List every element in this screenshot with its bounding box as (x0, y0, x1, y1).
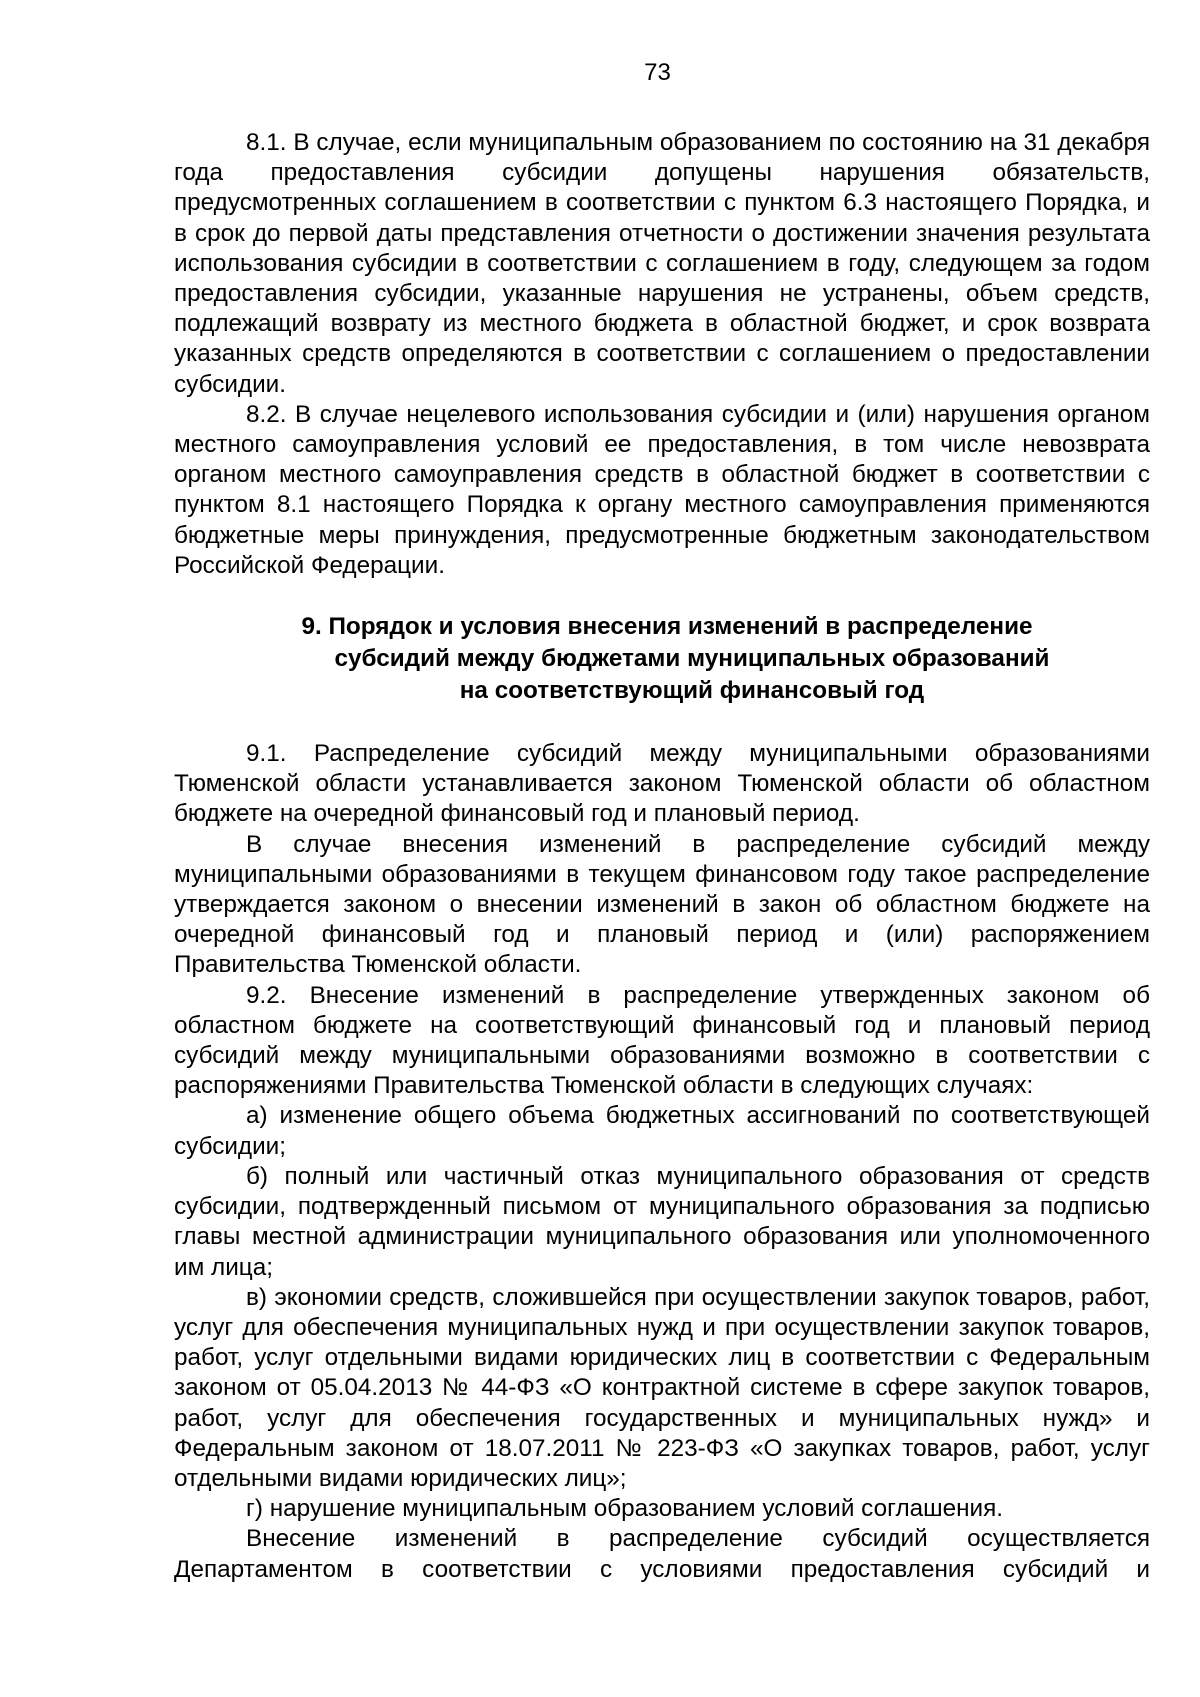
list-item-b: б) полный или частичный отказ муниципального образования от средств субсидии, подтвержденный письмом от муниципального образования за подписью главы местной администрации муниципального образования или уполномоченного им лица; (174, 1162, 1150, 1281)
section-9-heading-line-1: 9. Порядок и условия внесения изменений в распределение (301, 613, 1033, 641)
paragraph-9-1: 9.1. Распределение субсидий между муниципальными образованиями Тюменской области устанавливается законом Тюменской области об областном бюджете на очередной финансовый год и плановый период. (174, 740, 1150, 828)
document-body (174, 128, 1150, 1585)
paragraph-9-2: 9.2. Внесение изменений в распределение утвержденных законом об областном бюджете на соответствующий финансовый год и плановый период субсидий между муниципальными образованиями возможно в соответствии с распоряжениями Правительства Тюменской области в следующих случаях: (174, 981, 1150, 1100)
section-9-heading-line-3: на соответствующий финансовый год (459, 677, 925, 705)
section-9-heading-line-2: субсидий между бюджетами муниципальных образований (334, 645, 1050, 673)
list-item-g: г) нарушение муниципальным образованием условий соглашения. (246, 1495, 1004, 1523)
list-item-v: в) экономии средств, сложившейся при осуществлении закупок товаров, работ, услуг для обеспечения муниципальных нужд и при осуществлении закупок товаров, работ, услуг отдельными видами юридических лиц в соответствии с Федеральным законом от 05.04.2013 № 44-ФЗ «О контрактной системе в сфере закупок товаров, работ, услуг для обеспечения государственных и муниципальных нужд» и Федеральным законом от 18.07.2011 № 223-ФЗ «О закупках товаров, работ, услуг отдельными видами юридических лиц»; (174, 1283, 1150, 1492)
paragraph-8-1: 8.1. В случае, если муниципальным образованием по состоянию на 31 декабря года предоставления субсидии допущены нарушения обязательств, предусмотренных соглашением в соответствии с пунктом 6.3 настоящего Порядка, и в срок до первой даты представления отчетности о достижении значения результата использования субсидии в соответствии с соглашением в году, следующем за годом предоставления субсидии, указанные нарушения не устранены, объем средств, подлежащий возврату из местного бюджета в областной бюджет, и срок возврата указанных средств определяются в соответствии с соглашением о предоставлении субсидии. (174, 129, 1150, 398)
paragraph-8-2: 8.2. В случае нецелевого использования субсидии и (или) нарушения органом местного самоуправления условий ее предоставления, в том числе невозврата органом местного самоуправления средств в областной бюджет в соответствии с пунктом 8.1 настоящего Порядка к органу местного самоуправления применяются бюджетные меры принуждения, предусмотренные бюджетным законодательством Российской Федерации. (174, 400, 1150, 579)
paragraph-closing: Внесение изменений в распределение субсидий осуществляется Департаментом в соответствии с условиями предоставления субсидий и (174, 1525, 1150, 1583)
page-number: 73 (644, 59, 671, 86)
paragraph-9-1-changes: В случае внесения изменений в распределение субсидий между муниципальными образованиями в текущем финансовом году такое распределение утверждается законом о внесении изменений в закон об областном бюджете на очередной финансовый год и плановый период и (или) распоряжением Правительства Тюменской области. (174, 830, 1150, 979)
section-9-heading (174, 611, 1150, 707)
list-item-a: а) изменение общего объема бюджетных ассигнований по соответствующей субсидии; (174, 1102, 1150, 1160)
